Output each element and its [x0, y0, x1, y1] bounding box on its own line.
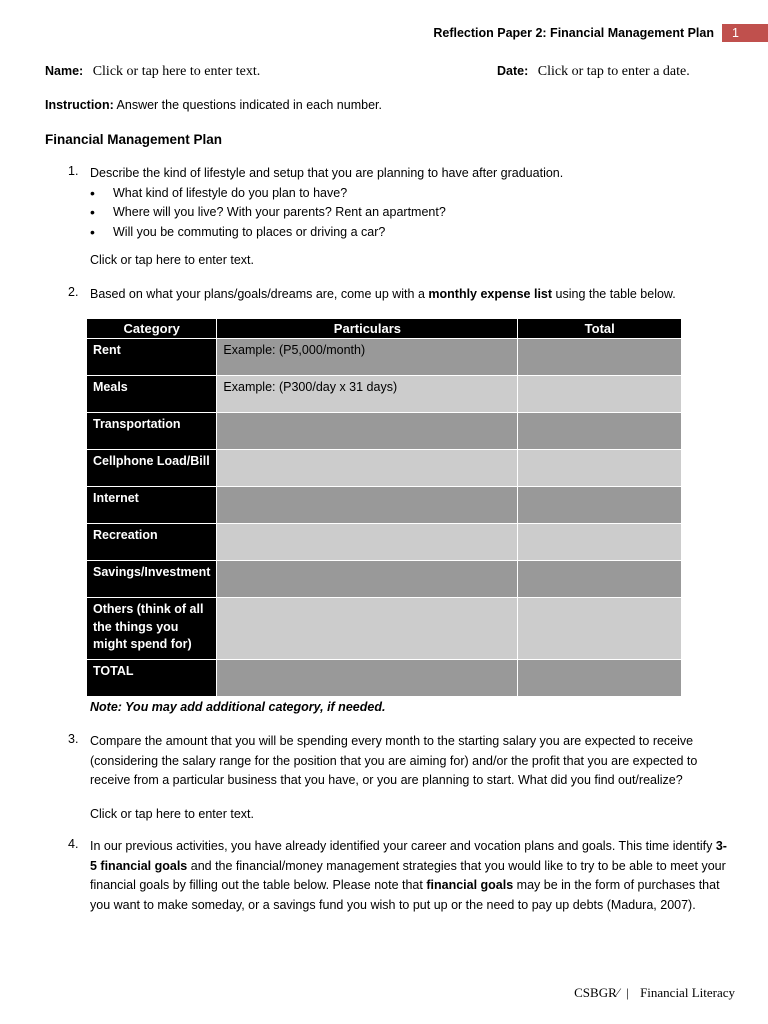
question-number: 1. — [68, 164, 79, 178]
total-cell[interactable] — [518, 524, 682, 561]
question-4 — [68, 837, 728, 915]
column-header-total: Total — [518, 319, 682, 339]
category-cell: Transportation — [87, 413, 217, 450]
question-text-bold: monthly expense list — [428, 287, 553, 301]
total-cell[interactable] — [518, 660, 682, 697]
particulars-cell[interactable] — [217, 450, 518, 487]
total-cell[interactable] — [518, 487, 682, 524]
particulars-cell[interactable] — [217, 660, 518, 697]
particulars-cell[interactable]: Example: (P5,000/month) — [217, 339, 518, 376]
expense-table — [86, 318, 682, 697]
table-row — [87, 339, 682, 376]
total-cell[interactable] — [518, 450, 682, 487]
question-text: may be in the form of purchases that you want to make someday, or a savings fund you wish to put up or the need to pay up debts (Madura, 2007). — [90, 878, 720, 912]
question-text: In our previous activities, you have already identified your career and vocation plans and goals. This time identify — [90, 839, 716, 853]
answer-field[interactable]: Click or tap here to enter text. — [90, 253, 254, 267]
question-number: 4. — [68, 837, 79, 851]
footer-code: CSBGR⁄ — [574, 985, 619, 1000]
category-cell: Others (think of all the things you might spend for) — [87, 598, 217, 660]
particulars-cell[interactable] — [217, 413, 518, 450]
category-cell: Recreation — [87, 524, 217, 561]
column-header-particulars: Particulars — [217, 319, 518, 339]
question-number: 3. — [68, 732, 79, 746]
particulars-cell[interactable] — [217, 524, 518, 561]
instruction — [45, 98, 382, 112]
date-field[interactable]: Click or tap to enter a date. — [537, 64, 690, 79]
table-row — [87, 487, 682, 524]
category-cell: Internet — [87, 487, 217, 524]
table-row-total — [87, 660, 682, 697]
question-text: Compare the amount that you will be spending every month to the starting salary you are expected to receive (considering the salary range for the position that you are aiming for) and/or the profit that you are expected to receive from a particular business that you have, or you are planning to start. What did you find out/realize? — [90, 734, 698, 787]
question-text: Based on what your plans/goals/dreams are, come up with a — [90, 287, 429, 301]
bullet-item: • What kind of lifestyle do you plan to have? — [90, 184, 728, 204]
column-header-category: Category — [87, 319, 217, 339]
table-row — [87, 598, 682, 660]
particulars-cell[interactable] — [217, 561, 518, 598]
question-text: using the table below. — [552, 287, 676, 301]
question-text: Describe the kind of lifestyle and setup that you are planning to have after graduation. — [90, 166, 564, 180]
question-3 — [68, 732, 728, 824]
name-field[interactable]: Click or tap here to enter text. — [92, 64, 261, 79]
name-row — [45, 64, 260, 80]
page-footer — [574, 985, 735, 1001]
total-cell[interactable] — [518, 376, 682, 413]
total-cell[interactable] — [518, 413, 682, 450]
date-row — [497, 64, 690, 80]
question-text: and the financial/money management strategies that you would like to try to be able to meet your financial goals by filling out the table below. Please note that — [90, 858, 726, 892]
question-1 — [68, 164, 728, 271]
category-cell: Meals — [87, 376, 217, 413]
footer-separator: | — [626, 985, 629, 1000]
table-note: Note: You may add additional category, if needed. — [90, 700, 386, 714]
bullet-item: • Where will you live? With your parents? Rent an apartment? — [90, 203, 728, 223]
particulars-cell[interactable]: Example: (P300/day x 31 days) — [217, 376, 518, 413]
category-cell: Savings/Investment — [87, 561, 217, 598]
total-cell[interactable] — [518, 598, 682, 660]
table-row — [87, 524, 682, 561]
page-number: 1 — [722, 24, 768, 42]
category-cell: Rent — [87, 339, 217, 376]
category-cell: TOTAL — [87, 660, 217, 697]
bullet-item: • Will you be commuting to places or driving a car? — [90, 223, 728, 243]
bullet-list — [90, 184, 728, 243]
section-title: Financial Management Plan — [45, 132, 223, 147]
table-row — [87, 561, 682, 598]
header-title: Reflection Paper 2: Financial Management Plan — [433, 26, 714, 40]
total-cell[interactable] — [518, 561, 682, 598]
particulars-cell[interactable] — [217, 487, 518, 524]
table-header-row — [87, 319, 682, 339]
instruction-text: Answer the questions indicated in each number. — [113, 98, 382, 112]
table-row — [87, 376, 682, 413]
question-text-bold: 3-5 financial goals — [90, 839, 727, 873]
question-number: 2. — [68, 285, 79, 299]
category-cell: Cellphone Load/Bill — [87, 450, 217, 487]
question-2 — [68, 285, 728, 305]
name-label: Name: — [45, 64, 84, 78]
page-header — [433, 24, 768, 42]
footer-course: Financial Literacy — [640, 985, 735, 1000]
instruction-label: Instruction: — [45, 98, 114, 112]
date-label: Date: — [497, 64, 529, 78]
particulars-cell[interactable] — [217, 598, 518, 660]
question-text-bold: financial goals — [426, 878, 514, 892]
table-row — [87, 413, 682, 450]
answer-field[interactable]: Click or tap here to enter text. — [90, 806, 254, 821]
total-cell[interactable] — [518, 339, 682, 376]
table-row — [87, 450, 682, 487]
